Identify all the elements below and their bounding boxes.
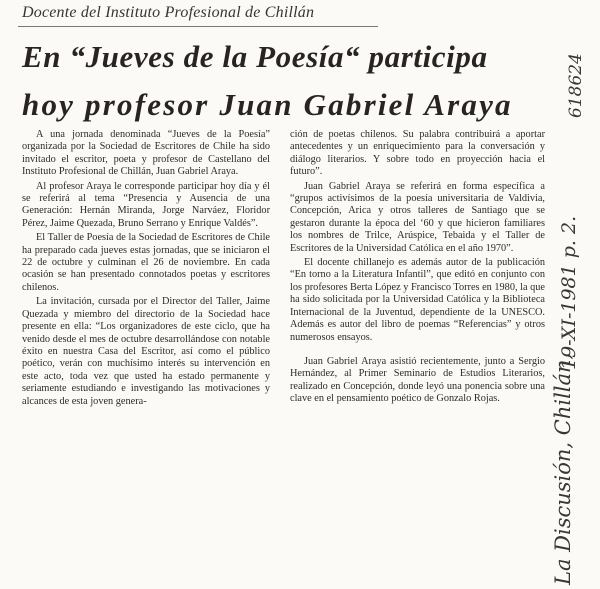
paragraph: ción de poetas chilenos. Su palabra contribuirá a aportar antecedentes y un enriquecimiento para la conversación y diálogo literarios. Y sobre todo en proyección hacia el futuro”. [290, 129, 545, 178]
handwritten-source-note: La Discusión, Chillán, [551, 352, 575, 585]
article-column-left [22, 129, 270, 408]
article-column-right [290, 129, 545, 406]
paragraph: Juan Gabriel Araya asistió recientemente, junto a Sergio Hernández, al Primer Seminario de Estudios Literarios, realizado en Concepción, donde leyó una ponencia sobre una clave en el pensamiento poético de Gonzalo Rojas. [290, 355, 545, 405]
paragraph: A una jornada denominada “Jueves de la Poesía” organizada por la Sociedad de Escritores de Chile ha sido invitado el escritor, poeta y profesor de Castellano del Instituto Profesional de Chillán, Juan Gabriel Araya. [22, 129, 270, 178]
kicker-rule [18, 26, 378, 27]
headline-line-2: hoy profesor Juan Gabriel Araya [22, 87, 513, 122]
paragraph: El Taller de Poesía de la Sociedad de Escritores de Chile ha preparado cada jueves estas jornadas, que se iniciaron el 22 de octubre y culminan el 26 de noviembre. En cada ocasión se han presentado connotados poetas y escritores chilenos. [22, 232, 270, 293]
paragraph: Juan Gabriel Araya se referirá en forma específica a “grupos activísimos de la poesía universitaria de Valdivia, Concepción, Arica y otros talleres de Santiago que se gestaron durante la época del ‘60 y que hicieron familiares los nombres de Trilce, Arúspice, Tebaida y el Taller de Escritores de la Universidad Católica en el año 1970”. [290, 180, 545, 254]
headline-line-1: En “Jueves de la Poesía“ participa [22, 39, 488, 74]
paragraph: El docente chillanejo es además autor de la publicación “En torno a la Literatura Infantil”, que editó en conjunto con los profesores Berta López y Francisco Torres en 1980, la que ha sido solicitada por la Universidad Católica y la Biblioteca Internacional de la Juventud, dependiente de la UNESCO. Además es autor del libro de poemas “Referencias” y otros numerosos ensayos. [290, 257, 546, 343]
handwritten-date-note: 19-XI-1981 p. 2. [558, 215, 580, 370]
paragraph: La invitación, cursada por el Director del Taller, Jaime Quezada y miembro del directorio de la Sociedad hace presente en ella: “Los organizadores de este ciclo, que ha venido desde el mes de octubre desarrollándose con notable éxito en nuestra Casa del Escritor, así como el público poético, verán con muchísimo interés su intervención en este acto, toda vez que usted ha estado permanente y seriamente estudiando e investigando las motivaciones y alcances de esta joven genera- [22, 296, 270, 407]
article-kicker: Docente del Instituto Profesional de Chillán [22, 4, 315, 21]
handwritten-catalog-id: 618624 [566, 53, 586, 118]
paragraph: Al profesor Araya le corresponde participar hoy día y él se referirá al tema “Presencia y Ausencia de una Generación: Hernán Miranda, Jorge Narváez, Floridor Pérez, Jaime Quezada, Bruno Serrano y Enrique Valdés”. [22, 180, 270, 229]
